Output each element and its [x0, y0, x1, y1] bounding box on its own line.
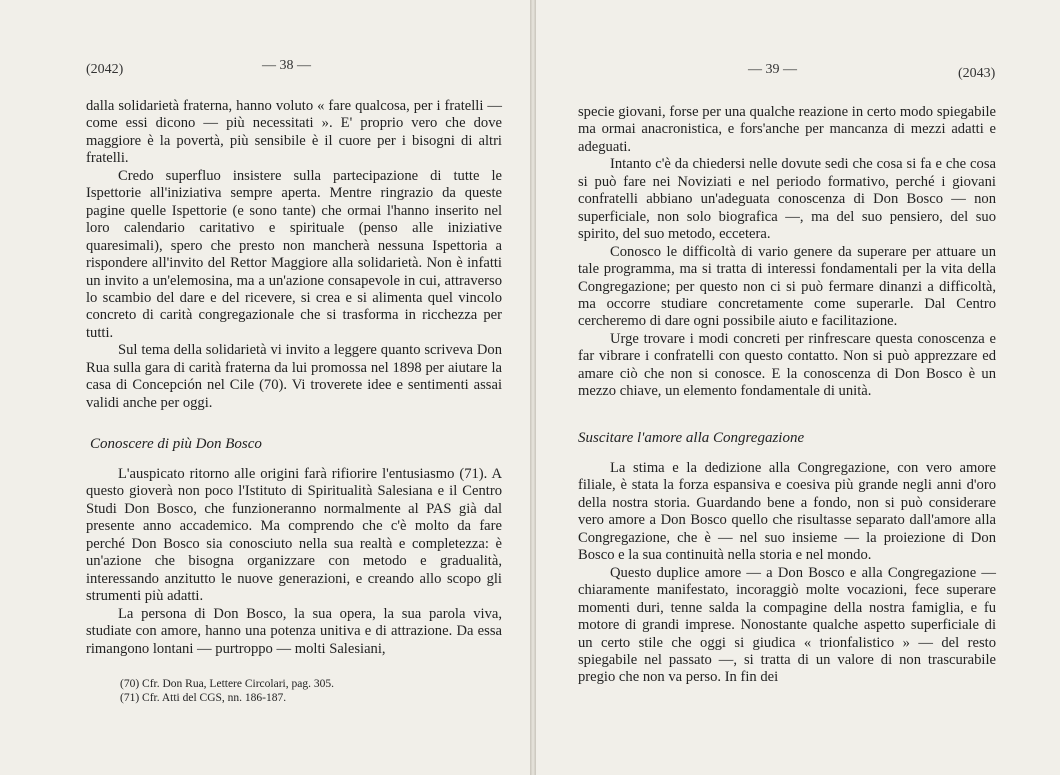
paragraph: Sul tema della solidarietà vi invito a leggere quanto scriveva Don Rua sulla gara di carità fraterna da lui promossa nel 1898 per aiutare la casa di Concepción nel Cile (70). Vi troverete idee e sentimenti assai validi anche per oggi.: [86, 342, 502, 411]
footnote: (71) Cfr. Atti del CGS, nn. 186-187.: [120, 692, 287, 704]
paragraph: La stima e la dedizione alla Congregazione, con vero amore filiale, è stata la forza espansiva e coesiva più grande negli anni d'oro della nostra storia. Guardando bene a fondo, non si può considerare vero amore a Don Bosco quello che risultasse separato dall'amore alla Congregazione, che è — nel suo insieme — la proiezione di Don Bosco e la sua continuità nella storia e nel mondo.: [578, 460, 996, 564]
left-section-title: Conoscere di più Don Bosco: [90, 436, 262, 452]
right-page: [536, 0, 1060, 775]
right-body-text: [578, 104, 996, 401]
paragraph: specie giovani, forse per una qualche reazione in certo modo spiegabile ma ormai anacronistica, e fors'anche per mancanza di mezzi adatti e adeguati.: [578, 104, 996, 155]
left-body-text: [86, 98, 502, 412]
footnote: (70) Cfr. Don Rua, Lettere Circolari, pag. 305.: [120, 678, 334, 690]
paragraph: Credo superfluo insistere sulla partecipazione di tutte le Ispettorie all'iniziativa sempre aperta. Mentre ringrazio da queste pagine quelle Ispettorie (e sono tante) che ormai l'hanno inserito nel loro calendario caritativo e spirituale (penso alle iniziative quaresimali), spero che presto non mancherà nessuna Ispettoria a rispondere all'invito del Rettor Maggiore alla solidarietà. Non è infatti un invito a un'elemosina, ma a un'azione consapevole in cui, attraverso lo scambio del dare e del ricevere, si crea e si alimenta quel vincolo concreto di carità congregazionale che si trasforma in ricchezza per tutti.: [86, 167, 502, 341]
paragraph: Conosco le difficoltà di vario genere da superare per attuare un tale programma, ma si tratta di interessi fondamentali per la vita della Congregazione; per questo non ci si può fermare dinanzi a difficoltà, ma occorre studiare concretamente come superarle. Dal Centro cercheremo di dare ogni possibile aiuto e facilitazione.: [578, 243, 996, 330]
right-edition-number: (2043): [958, 66, 996, 81]
paragraph: Questo duplice amore — a Don Bosco e alla Congregazione — chiaramente manifestato, incoraggiò molte vocazioni, fece superare momenti duri, tenne salda la compagine della nostra famiglia, e fu motore di grandi imprese. Nonostante qualche aspetto superficiale di un certo stile che oggi si giudica « trionfalistico » — del resto spiegabile nel passato —, si tratta di un valore di non trascurabile pregio che non va perso. In fin dei: [578, 564, 996, 686]
footnotes: [120, 677, 500, 705]
right-section-text: [578, 460, 996, 687]
paragraph: Urge trovare i modi concreti per rinfrescare questa conoscenza e far vibrare i confratelli con questo contatto. Non si può apprezzare ed amare ciò che non si conosce. E la conoscenza di Don Bosco è un mezzo chiave, un elemento fondamentale di unità.: [578, 330, 996, 400]
left-edition-number: (2042): [86, 62, 124, 77]
paragraph: L'auspicato ritorno alle origini farà rifiorire l'entusiasmo (71). A questo gioverà non poco l'Istituto di Spiritualità Salesiana e il Centro Studi Don Bosco, che funzioneranno normalmente al PAS già dal presente anno accademico. Ma comprendo che c'è molto da fare perché Don Bosco sia conosciuto nella sua realtà e completezza: è un'azione che bisogna organizzare con metodo e gradualità, interessando anzitutto le nuove generazioni, e creando allo scopo gli strumenti più adatti.: [86, 466, 502, 605]
right-section-title: Suscitare l'amore alla Congregazione: [578, 430, 805, 446]
paragraph: La persona di Don Bosco, la sua opera, la sua parola viva, studiate con amore, hanno una potenza unitiva e di attrazione. Da essa rimangono lontani — purtroppo — molti Salesiani,: [86, 605, 502, 657]
right-page-number: — 39 —: [748, 62, 797, 77]
paragraph: dalla solidarietà fraterna, hanno voluto « fare qualcosa, per i fratelli — come essi dicono — più necessitati ». E' proprio vero che dove maggiore è la povertà, più sensibile è il cuore per i bisogni di altri fratelli.: [86, 98, 502, 167]
left-section-text: [86, 466, 502, 658]
left-page-number: — 38 —: [262, 58, 311, 73]
paragraph: Intanto c'è da chiedersi nelle dovute sedi che cosa si fa e che cosa si può fare nei Noviziati e nel periodo formativo, perché i giovani confratelli abbiano un'adeguata conoscenza di Don Bosco — non superficiale, non solo biografica —, ma del suo pensiero, del suo spirito, del suo metodo, eccetera.: [578, 156, 996, 243]
